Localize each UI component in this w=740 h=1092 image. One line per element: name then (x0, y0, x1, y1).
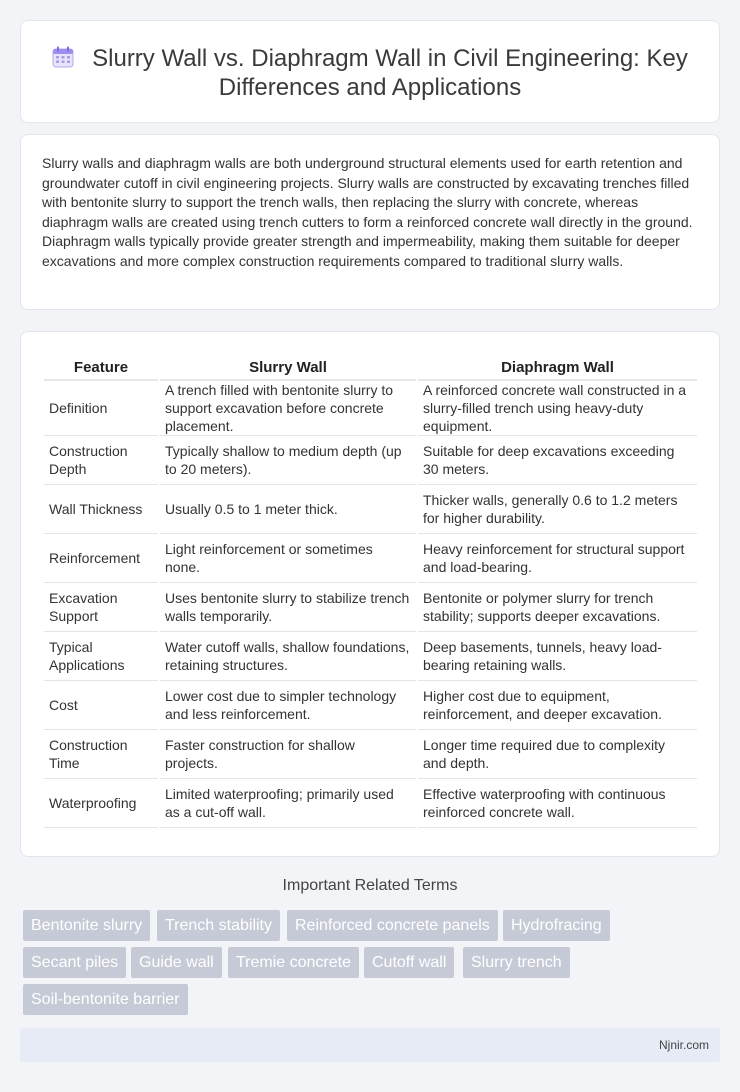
diaphragm-wall-cell: Heavy reinforcement for structural support and load-bearing. (418, 534, 697, 583)
diaphragm-wall-cell: Suitable for deep excavations exceeding 30 meters. (418, 436, 697, 485)
column-header-feature: Feature (44, 352, 158, 381)
tag-reinforced-concrete-panels[interactable]: Reinforced concrete panels (287, 910, 498, 941)
tag-guide-wall[interactable]: Guide wall (131, 947, 222, 978)
slurry-wall-cell: Uses bentonite slurry to stabilize trench walls temporarily. (160, 583, 416, 632)
slurry-wall-cell: Faster construction for shallow projects. (160, 730, 416, 779)
table-row (44, 485, 697, 534)
table-row (44, 583, 697, 632)
table-header-row (44, 352, 697, 381)
feature-cell: Typical Applications (44, 632, 158, 681)
slurry-wall-cell: Limited waterproofing; primarily used as a cut-off wall. (160, 779, 416, 828)
tag-cutoff-wall[interactable]: Cutoff wall (364, 947, 454, 978)
tag-trench-stability[interactable]: Trench stability (157, 910, 280, 941)
table-row (44, 632, 697, 681)
table-row (44, 534, 697, 583)
diaphragm-wall-cell: Bentonite or polymer slurry for trench stability; supports deeper excavations. (418, 583, 697, 632)
feature-cell: Definition (44, 381, 158, 436)
footer-brand[interactable]: Njnir.com (658, 1038, 709, 1052)
comparison-card (20, 331, 720, 857)
feature-cell: Construction Time (44, 730, 158, 779)
diaphragm-wall-cell: Thicker walls, generally 0.6 to 1.2 meters for higher durability. (418, 485, 697, 534)
diaphragm-wall-cell: Effective waterproofing with continuous reinforced concrete wall. (418, 779, 697, 828)
related-terms-title: Important Related Terms (282, 877, 458, 894)
footer (20, 1028, 720, 1062)
feature-cell: Cost (44, 681, 158, 730)
title-card (20, 20, 720, 123)
diaphragm-wall-cell: Deep basements, tunnels, heavy load-bearing retaining walls. (418, 632, 697, 681)
table-row (44, 779, 697, 828)
slurry-wall-cell: Light reinforcement or sometimes none. (160, 534, 416, 583)
column-header-diaphragm-wall: Diaphragm Wall (418, 352, 697, 381)
tag-tremie-concrete[interactable]: Tremie concrete (228, 947, 359, 978)
slurry-wall-cell: Lower cost due to simpler technology and less reinforcement. (160, 681, 416, 730)
feature-cell: Construction Depth (44, 436, 158, 485)
tag-hydrofracing[interactable]: Hydrofracing (503, 910, 610, 941)
comparison-table (42, 352, 699, 828)
slurry-wall-cell: A trench filled with bentonite slurry to support excavation before concrete placement. (160, 381, 416, 436)
diaphragm-wall-cell: A reinforced concrete wall constructed in a slurry-filled trench using heavy-duty equipment. (418, 381, 697, 436)
tag-bentonite-slurry[interactable]: Bentonite slurry (23, 910, 150, 941)
page-title-text: Slurry Wall vs. Diaphragm Wall in Civil Engineering: Key Differences and Applications (92, 45, 688, 101)
feature-cell: Waterproofing (44, 779, 158, 828)
calendar-icon (52, 46, 74, 68)
table-row (44, 436, 697, 485)
slurry-wall-cell: Typically shallow to medium depth (up to 20 meters). (160, 436, 416, 485)
page-title (51, 44, 689, 102)
table-row (44, 381, 697, 436)
table-row (44, 681, 697, 730)
feature-cell: Wall Thickness (44, 485, 158, 534)
diaphragm-wall-cell: Longer time required due to complexity and depth. (418, 730, 697, 779)
table-row (44, 730, 697, 779)
intro-paragraph: Slurry walls and diaphragm walls are both underground structural elements used for earth retention and groundwater cutoff in civil engineering projects. Slurry walls are constructed by excavating trenches filled with bentonite slurry to support the trench walls, then replacing the slurry with concrete, whereas diaphragm walls are created using trench cutters to form a reinforced concrete wall directly in the ground. Diaphragm walls typically provide greater strength and impermeability, making them suitable for deeper excavations and more complex construction requirements compared to traditional slurry walls. (42, 155, 693, 269)
tag-slurry-trench[interactable]: Slurry trench (463, 947, 570, 978)
slurry-wall-cell: Water cutoff walls, shallow foundations, retaining structures. (160, 632, 416, 681)
feature-cell: Excavation Support (44, 583, 158, 632)
slurry-wall-cell: Usually 0.5 to 1 meter thick. (160, 485, 416, 534)
tag-secant-piles[interactable]: Secant piles (23, 947, 126, 978)
diaphragm-wall-cell: Higher cost due to equipment, reinforcement, and deeper excavation. (418, 681, 697, 730)
tag-soil-bentonite-barrier[interactable]: Soil-bentonite barrier (23, 984, 188, 1015)
column-header-slurry-wall: Slurry Wall (160, 352, 416, 381)
intro-card (20, 134, 720, 310)
feature-cell: Reinforcement (44, 534, 158, 583)
